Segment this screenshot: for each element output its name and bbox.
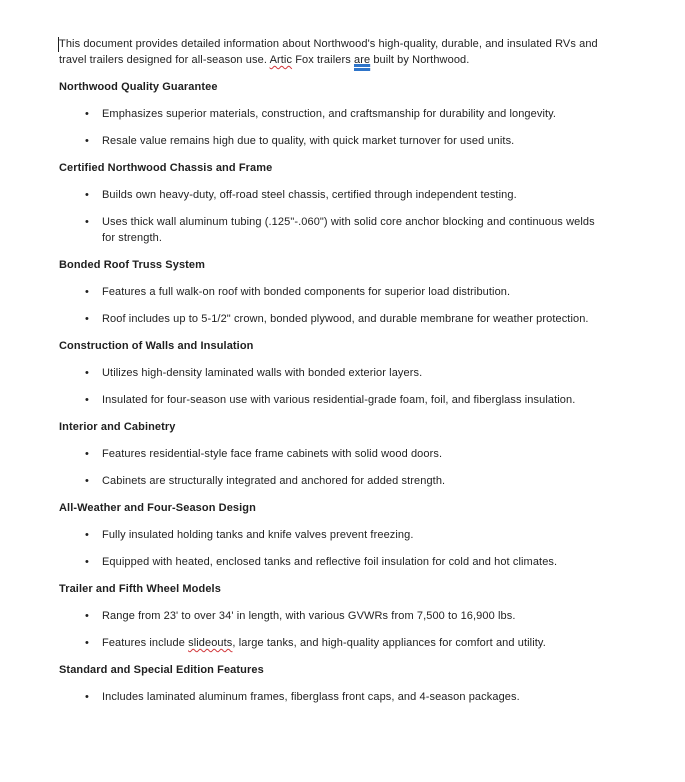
bullet-text: Resale value remains high due to quality, with quick market turnover for used units. (102, 135, 515, 147)
bullet-item[interactable] (59, 635, 685, 651)
bullet-item[interactable] (59, 133, 685, 149)
bullet-text: Range from 23' to over 34' in length, with various GVWRs from 7,500 to 16,900 lbs. (102, 610, 516, 622)
section-heading-chassis-frame[interactable]: Certified Northwood Chassis and Frame (59, 162, 273, 174)
bullet-list-roof-truss (59, 284, 685, 327)
bullet-item[interactable] (59, 608, 685, 624)
spellcheck-error-slideouts[interactable]: slideouts (188, 637, 233, 649)
bullet-list-interior-cabinetry (59, 446, 685, 489)
bullet-list-all-weather (59, 527, 685, 570)
bullet-text: Fully insulated holding tanks and knife valves prevent freezing. (102, 529, 414, 541)
intro-text-line1: This document provides detailed information about Northwood's high-quality, durable, and insulated RVs and (59, 38, 598, 50)
bullet-item[interactable] (59, 527, 685, 543)
bullet-text: Utilizes high-density laminated walls with bonded exterior layers. (102, 367, 423, 379)
bullet-list-chassis-frame (59, 187, 685, 246)
intro-text-mid: Fox trailers (292, 54, 354, 66)
bullet-text: Roof includes up to 5-1/2" crown, bonded plywood, and durable membrane for weather protection. (102, 313, 589, 325)
intro-text-line2: travel trailers designed for all-season use. (59, 54, 270, 66)
bullet-item[interactable] (59, 392, 685, 408)
bullet-text: Features a full walk-on roof with bonded components for superior load distribution. (102, 286, 511, 298)
bullet-text: Equipped with heated, enclosed tanks and reflective foil insulation for cold and hot climates. (102, 556, 558, 568)
bullet-text: Emphasizes superior materials, construction, and craftsmanship for durability and longevity. (102, 108, 557, 120)
bullet-text: Builds own heavy-duty, off-road steel chassis, certified through independent testing. (102, 189, 517, 201)
bullet-item[interactable] (59, 473, 685, 489)
section-heading-interior-cabinetry[interactable]: Interior and Cabinetry (59, 421, 176, 433)
bullet-item[interactable] (59, 311, 685, 327)
bullet-item[interactable] (59, 187, 685, 203)
bullet-text: Includes laminated aluminum frames, fiberglass front caps, and 4-season packages. (102, 691, 520, 703)
intro-paragraph[interactable] (59, 36, 685, 68)
bullet-item[interactable] (59, 284, 685, 300)
section-heading-all-weather[interactable]: All-Weather and Four-Season Design (59, 502, 256, 514)
grammar-error-are[interactable]: are (353, 54, 371, 66)
spellcheck-error-artic[interactable]: Artic (269, 54, 293, 66)
text-cursor (58, 37, 59, 52)
bullet-list-quality-guarantee (59, 106, 685, 149)
section-heading-quality-guarantee[interactable]: Northwood Quality Guarantee (59, 81, 218, 93)
bullet-list-trailer-models (59, 608, 685, 651)
bullet-text: Cabinets are structurally integrated and anchored for added strength. (102, 475, 446, 487)
bullet-list-standard-special (59, 689, 685, 705)
bullet-list-walls-insulation (59, 365, 685, 408)
bullet-item[interactable] (59, 689, 685, 705)
bullet-text: Insulated for four-season use with various residential-grade foam, foil, and fiberglass insulation. (102, 394, 576, 406)
bullet-item[interactable] (59, 106, 685, 122)
bullet-item[interactable] (59, 446, 685, 462)
bullet-item[interactable] (59, 365, 685, 381)
bullet-text-start: Features include (102, 637, 189, 649)
section-heading-walls-insulation[interactable]: Construction of Walls and Insulation (59, 340, 254, 352)
bullet-text-end: , large tanks, and high-quality appliances for comfort and utility. (232, 637, 546, 649)
bullet-text: Features residential-style face frame cabinets with solid wood doors. (102, 448, 443, 460)
section-heading-standard-special[interactable]: Standard and Special Edition Features (59, 664, 264, 676)
section-heading-roof-truss[interactable]: Bonded Roof Truss System (59, 259, 206, 271)
document-content (59, 36, 685, 716)
intro-text-end: built by Northwood. (370, 54, 470, 66)
section-heading-trailer-models[interactable]: Trailer and Fifth Wheel Models (59, 583, 221, 595)
bullet-item[interactable] (59, 214, 685, 246)
bullet-text-line1: Uses thick wall aluminum tubing (.125"-.060") with solid core anchor blocking and continuous welds (102, 216, 595, 228)
bullet-text-line2: for strength. (102, 232, 162, 244)
bullet-item[interactable] (59, 554, 685, 570)
